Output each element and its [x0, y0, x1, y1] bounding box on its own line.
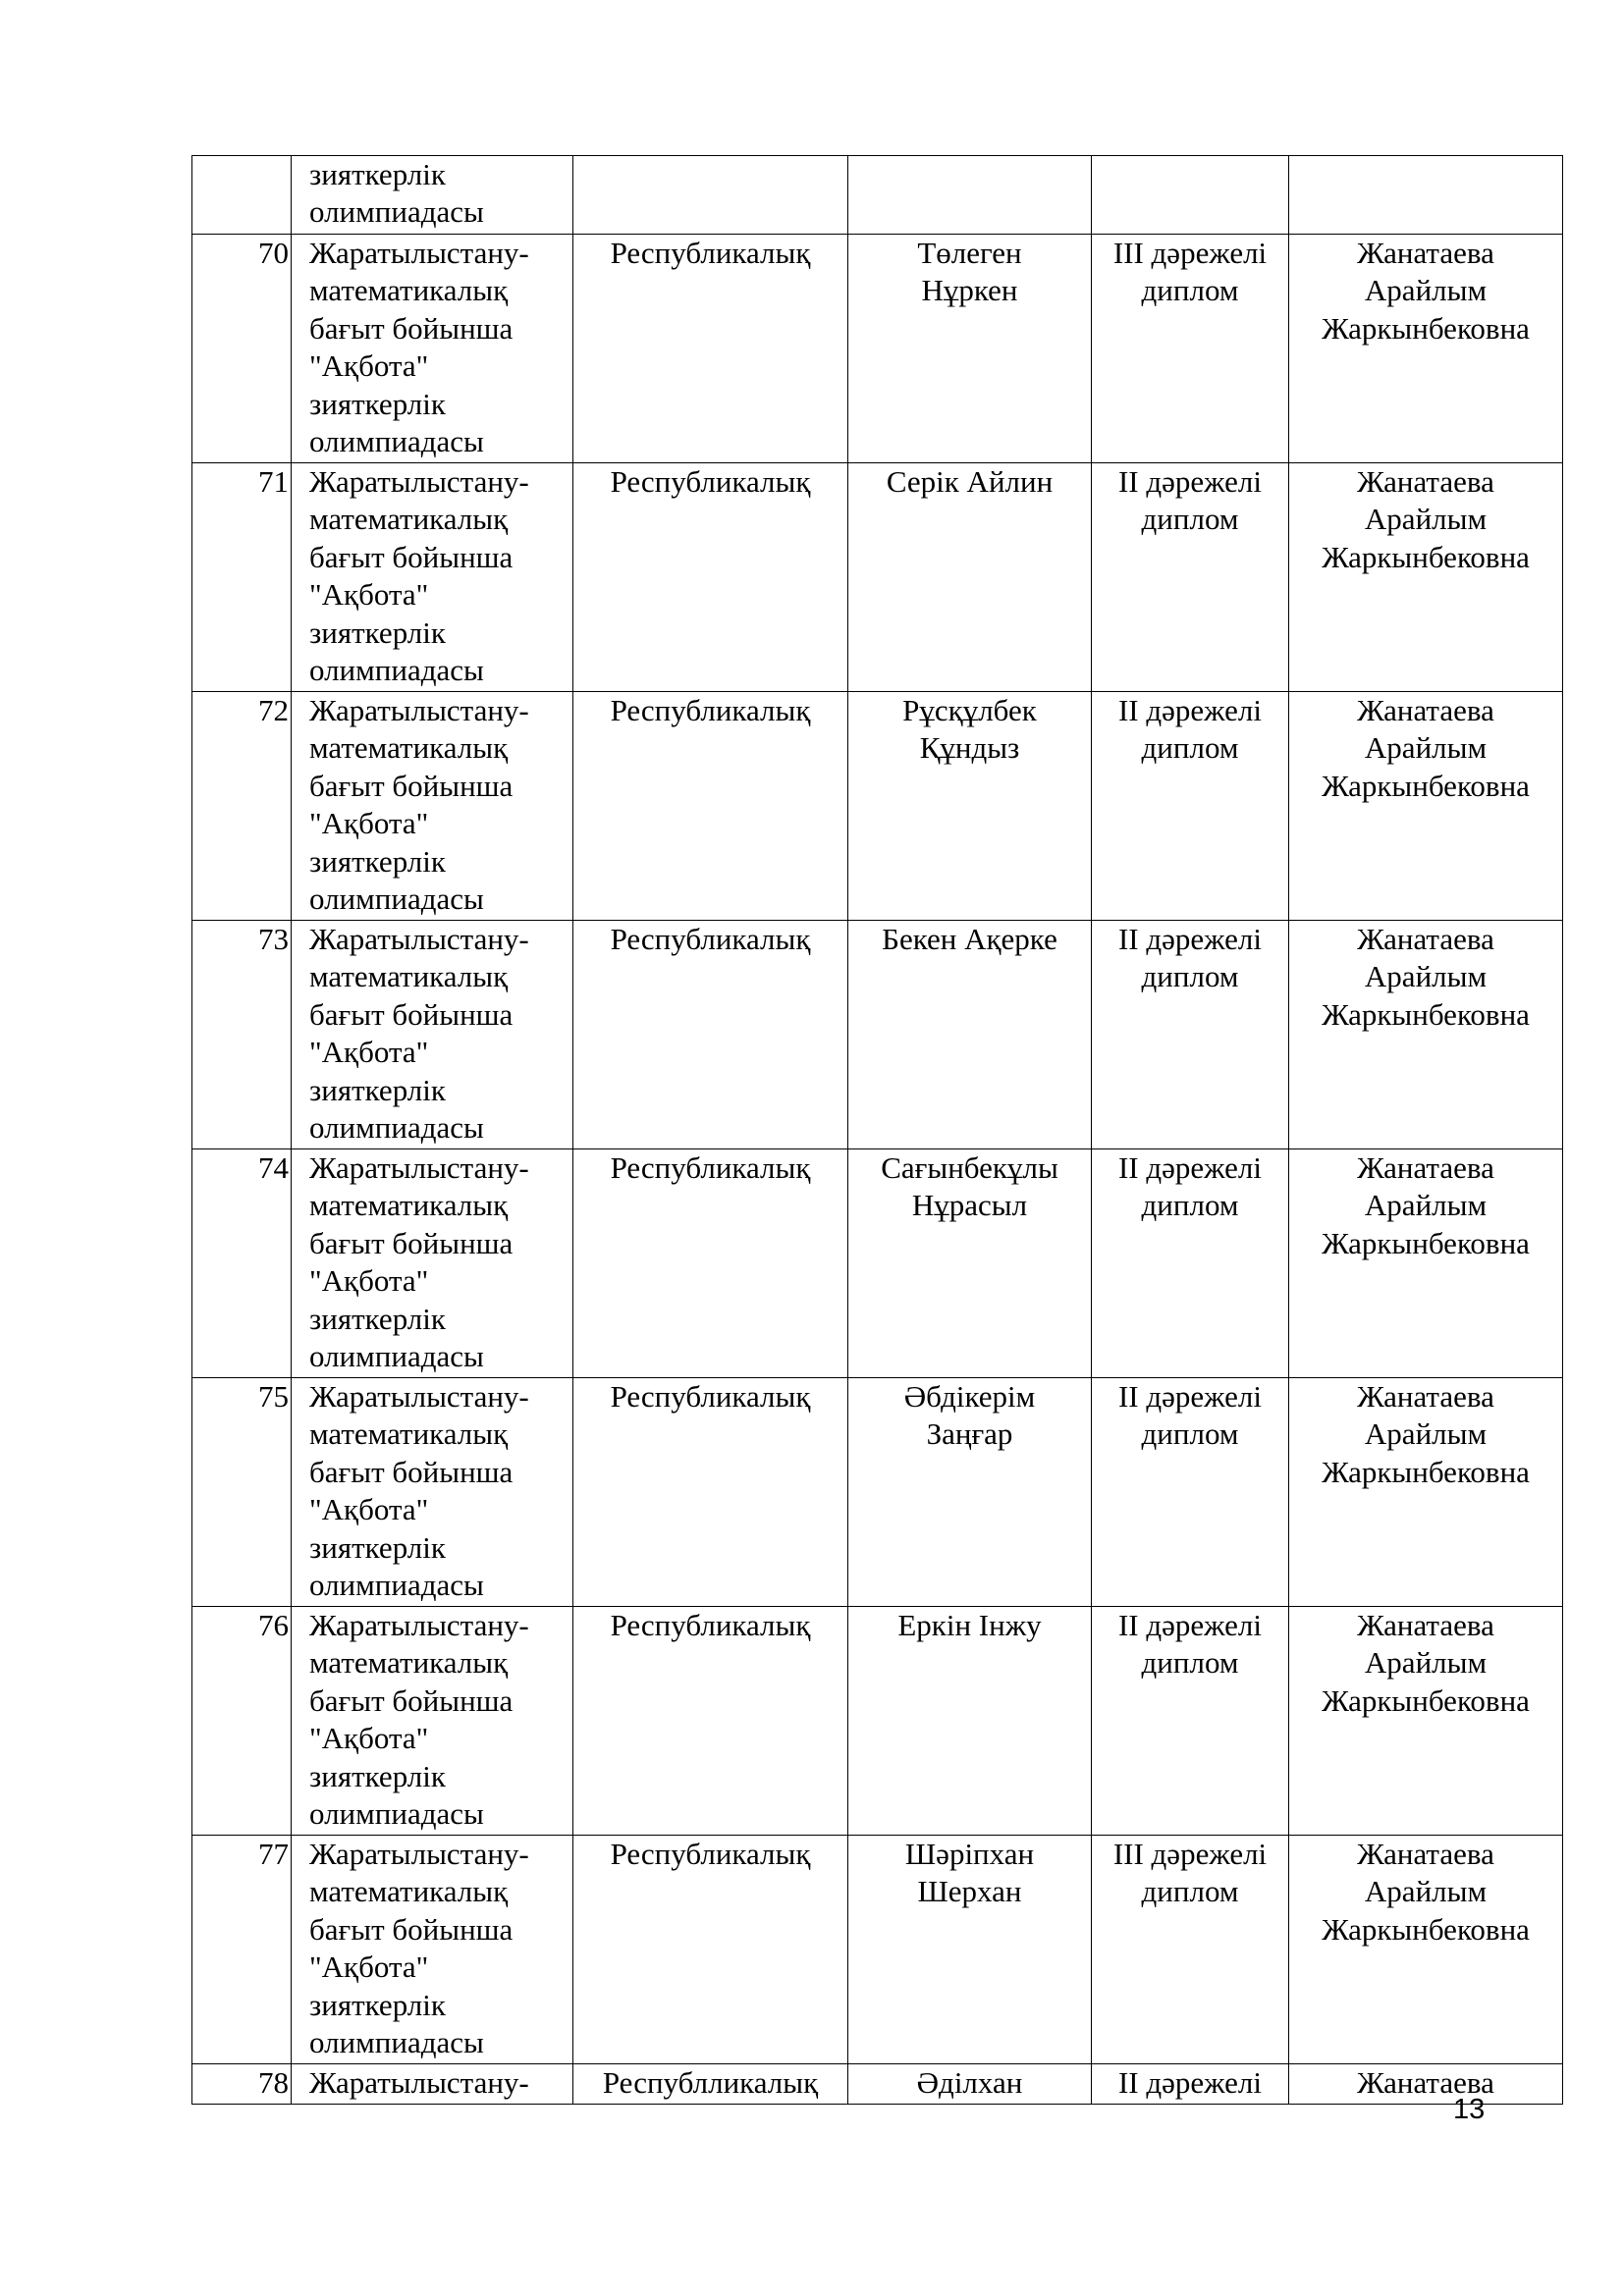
teacher-cell: Жанатаева Арайлым Жаркынбековна — [1289, 1607, 1563, 1836]
student-cell: Шәріпхан Шерхан — [848, 1836, 1092, 2064]
row-number-cell: 71 — [192, 463, 292, 692]
level-cell: Республикалық — [573, 235, 848, 463]
level-cell: Республикалық — [573, 1149, 848, 1378]
event-cell: Жаратылыстану- математикалық бағыт бойынша "Ақбота" зияткерлік олимпиадасы — [292, 235, 573, 463]
award-cell: ІІІ дәрежелі диплом — [1092, 1836, 1289, 2064]
event-cell: зияткерлік олимпиадасы — [292, 156, 573, 235]
level-cell: Республикалық — [573, 1607, 848, 1836]
student-cell — [848, 156, 1092, 235]
teacher-cell: Жанатаева Арайлым Жаркынбековна — [1289, 463, 1563, 692]
teacher-cell: Жанатаева Арайлым Жаркынбековна — [1289, 235, 1563, 463]
level-cell — [573, 156, 848, 235]
award-cell: ІІ дәрежелі диплом — [1092, 1378, 1289, 1607]
event-cell: Жаратылыстану- математикалық бағыт бойынша "Ақбота" зияткерлік олимпиадасы — [292, 921, 573, 1149]
event-cell: Жаратылыстану- математикалық бағыт бойынша "Ақбота" зияткерлік олимпиадасы — [292, 1836, 573, 2064]
table-row — [192, 1378, 1563, 1607]
teacher-cell: Жанатаева Арайлым Жаркынбековна — [1289, 1149, 1563, 1378]
table-row — [192, 692, 1563, 921]
student-cell: Әділхан — [848, 2064, 1092, 2105]
row-number-cell — [192, 156, 292, 235]
award-cell: ІІІ дәрежелі диплом — [1092, 235, 1289, 463]
event-cell: Жаратылыстану- — [292, 2064, 573, 2105]
table-row — [192, 1607, 1563, 1836]
row-number-cell: 70 — [192, 235, 292, 463]
teacher-cell: Жанатаева Арайлым Жаркынбековна — [1289, 921, 1563, 1149]
teacher-cell: Жанатаева Арайлым Жаркынбековна — [1289, 1378, 1563, 1607]
award-cell: ІІ дәрежелі диплом — [1092, 1149, 1289, 1378]
level-cell: Республикалық — [573, 463, 848, 692]
row-number-cell: 76 — [192, 1607, 292, 1836]
event-cell: Жаратылыстану- математикалық бағыт бойынша "Ақбота" зияткерлік олимпиадасы — [292, 1378, 573, 1607]
table-row — [192, 156, 1563, 235]
level-cell: Республикалық — [573, 1378, 848, 1607]
table-row — [192, 1836, 1563, 2064]
teacher-cell: Жанатаева — [1289, 2064, 1563, 2105]
award-cell: ІІ дәрежелі диплом — [1092, 921, 1289, 1149]
table-row — [192, 921, 1563, 1149]
awards-table — [191, 155, 1563, 2105]
level-cell: Республликалық — [573, 2064, 848, 2105]
teacher-cell: Жанатаева Арайлым Жаркынбековна — [1289, 692, 1563, 921]
award-cell: ІІ дәрежелі — [1092, 2064, 1289, 2105]
row-number-cell: 78 — [192, 2064, 292, 2105]
award-cell: ІІ дәрежелі диплом — [1092, 463, 1289, 692]
student-cell: Серік Айлин — [848, 463, 1092, 692]
student-cell: Сағынбекұлы Нұрасыл — [848, 1149, 1092, 1378]
award-cell: ІІ дәрежелі диплом — [1092, 1607, 1289, 1836]
student-cell: Әбдікерім Заңғар — [848, 1378, 1092, 1607]
row-number-cell: 74 — [192, 1149, 292, 1378]
student-cell: Рұсқұлбек Құндыз — [848, 692, 1092, 921]
student-cell: Еркін Інжу — [848, 1607, 1092, 1836]
level-cell: Республикалық — [573, 921, 848, 1149]
student-cell: Төлеген Нұркен — [848, 235, 1092, 463]
page-number: 13 — [1453, 2094, 1486, 2125]
table-row — [192, 1149, 1563, 1378]
table-row — [192, 235, 1563, 463]
row-number-cell: 75 — [192, 1378, 292, 1607]
event-cell: Жаратылыстану- математикалық бағыт бойынша "Ақбота" зияткерлік олимпиадасы — [292, 692, 573, 921]
row-number-cell: 77 — [192, 1836, 292, 2064]
event-cell: Жаратылыстану- математикалық бағыт бойынша "Ақбота" зияткерлік олимпиадасы — [292, 463, 573, 692]
award-cell — [1092, 156, 1289, 235]
row-number-cell: 72 — [192, 692, 292, 921]
award-cell: ІІ дәрежелі диплом — [1092, 692, 1289, 921]
teacher-cell: Жанатаева Арайлым Жаркынбековна — [1289, 1836, 1563, 2064]
table-row — [192, 463, 1563, 692]
row-number-cell: 73 — [192, 921, 292, 1149]
table-row — [192, 2064, 1563, 2105]
teacher-cell — [1289, 156, 1563, 235]
student-cell: Бекен Ақерке — [848, 921, 1092, 1149]
level-cell: Республикалық — [573, 692, 848, 921]
event-cell: Жаратылыстану- математикалық бағыт бойынша "Ақбота" зияткерлік олимпиадасы — [292, 1149, 573, 1378]
event-cell: Жаратылыстану- математикалық бағыт бойынша "Ақбота" зияткерлік олимпиадасы — [292, 1607, 573, 1836]
level-cell: Республикалық — [573, 1836, 848, 2064]
